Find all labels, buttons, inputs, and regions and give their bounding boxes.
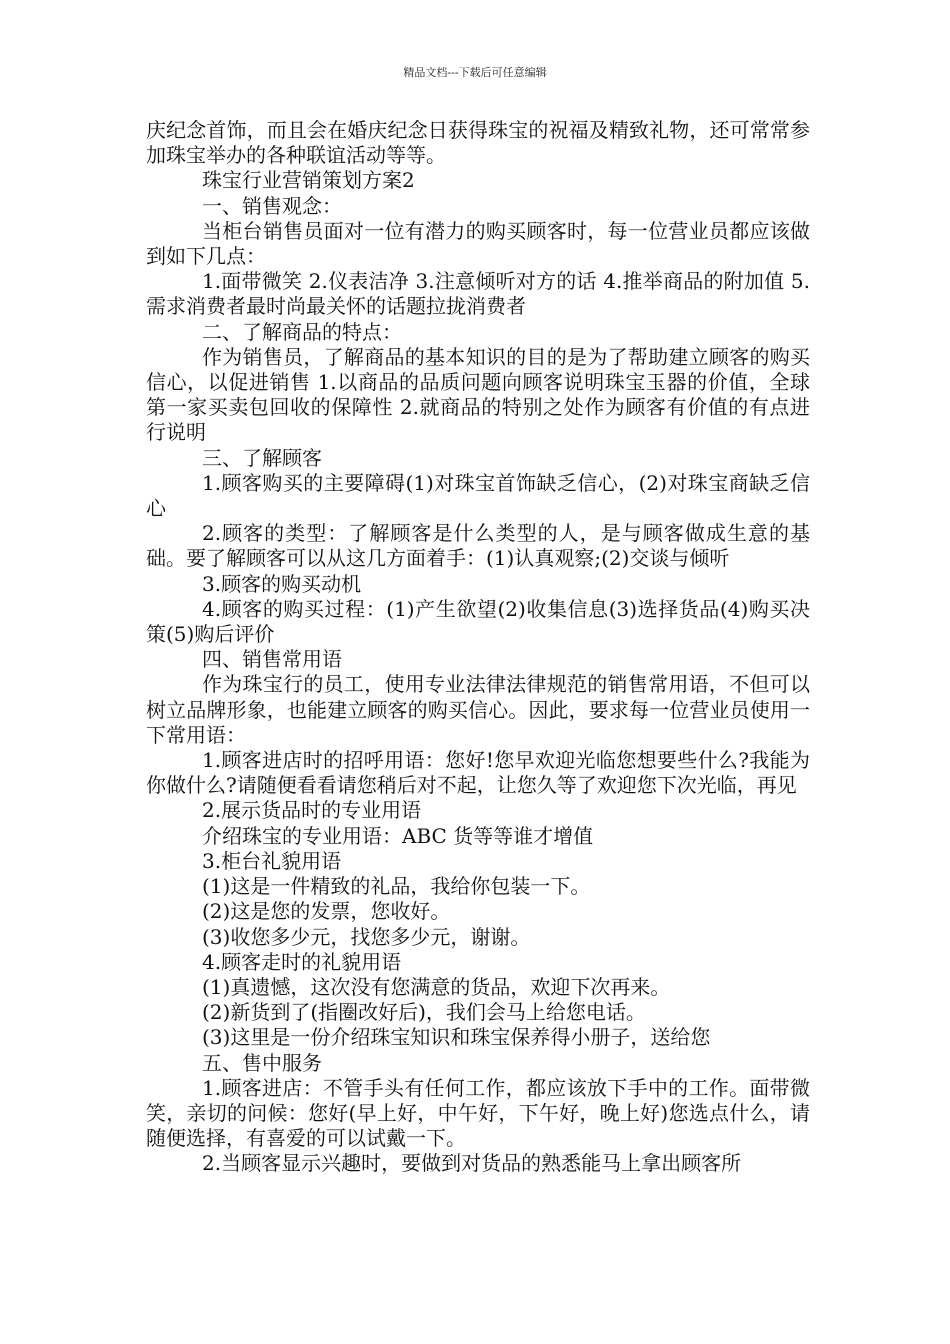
paragraph: 1.面带微笑 2.仪表洁净 3.注意倾听对方的话 4.推举商品的附加值 5.需求消费者最时尚最关怀的话题拉拢消费者 xyxy=(146,269,810,319)
paragraph: (3)收您多少元，找您多少元，谢谢。 xyxy=(202,924,531,949)
paragraph: 三、了解顾客 xyxy=(202,445,322,470)
paragraph: 2.顾客的类型：了解顾客是什么类型的人，是与顾客做成生意的基础。要了解顾客可以从这几方面着手：(1)认真观察;(2)交谈与倾听 xyxy=(146,521,810,571)
paragraph: 1.顾客进店：不管手头有任何工作，都应该放下手中的工作。面带微笑，亲切的问候：您好(早上好，中午好，下午好，晚上好)您选点什么，请随便选择，有喜爱的可以试戴一下。 xyxy=(146,1075,810,1151)
paragraph: (1)真遗憾，这次没有您满意的货品，欢迎下次再来。 xyxy=(202,974,671,999)
paragraph: 3.柜台礼貌用语 xyxy=(202,848,342,873)
paragraph: 2.展示货品时的专业用语 xyxy=(202,798,422,823)
paragraph: (2)新货到了(指圈改好后)，我们会马上给您电话。 xyxy=(202,1000,646,1025)
paragraph: 二、了解商品的特点： xyxy=(202,319,402,344)
paragraph: 当柜台销售员面对一位有潜力的购买顾客时，每一位营业员都应该做到如下几点： xyxy=(146,218,810,269)
paragraph: 作为销售员，了解商品的基本知识的目的是为了帮助建立顾客的购买信心，以促进销售 1.以商品的品质问题向顾客说明珠宝玉器的价值，全球第一家买卖包回收的保障性 2.就商品的特别之处作为顾客有价值的有点进行说明 xyxy=(146,344,810,445)
paragraph: 珠宝行业营销策划方案2 xyxy=(202,168,415,193)
paragraph: 2.当顾客显示兴趣时，要做到对货品的熟悉能马上拿出顾客所 xyxy=(202,1151,742,1176)
paragraph: 4.顾客走时的礼貌用语 xyxy=(202,949,402,974)
paragraph: (3)这里是一份介绍珠宝知识和珠宝保养得小册子，送给您 xyxy=(202,1025,711,1050)
page-header: 精品文档---下载后可任意编辑 xyxy=(403,66,547,79)
document-body xyxy=(146,118,810,1177)
paragraph: 四、销售常用语 xyxy=(202,647,342,672)
paragraph: 作为珠宝行的员工，使用专业法律法律规范的销售常用语，不但可以树立品牌形象，也能建立顾客的购买信心。因此，要求每一位营业员使用一下常用语： xyxy=(146,672,810,747)
paragraph: 介绍珠宝的专业用语：ABC 货等等谁才增值 xyxy=(202,823,594,848)
paragraph: 4.顾客的购买过程：(1)产生欲望(2)收集信息(3)选择货品(4)购买决策(5)购后评价 xyxy=(146,596,810,647)
paragraph: 庆纪念首饰，而且会在婚庆纪念日获得珠宝的祝福及精致礼物，还可常常参加珠宝举办的各种联谊活动等等。 xyxy=(146,118,810,168)
paragraph: 一、销售观念： xyxy=(202,193,342,218)
paragraph: (1)这是一件精致的礼品，我给你包装一下。 xyxy=(202,874,591,899)
paragraph: 五、售中服务 xyxy=(202,1050,322,1075)
paragraph: (2)这是您的发票，您收好。 xyxy=(202,899,451,924)
paragraph: 3.顾客的购买动机 xyxy=(202,571,362,596)
paragraph: 1.顾客购买的主要障碍(1)对珠宝首饰缺乏信心，(2)对珠宝商缺乏信心 xyxy=(146,470,810,521)
paragraph: 1.顾客进店时的招呼用语：您好!您早欢迎光临您想要些什么?我能为你做什么?请随便看看请您稍后对不起，让您久等了欢迎您下次光临，再见 xyxy=(146,748,810,798)
